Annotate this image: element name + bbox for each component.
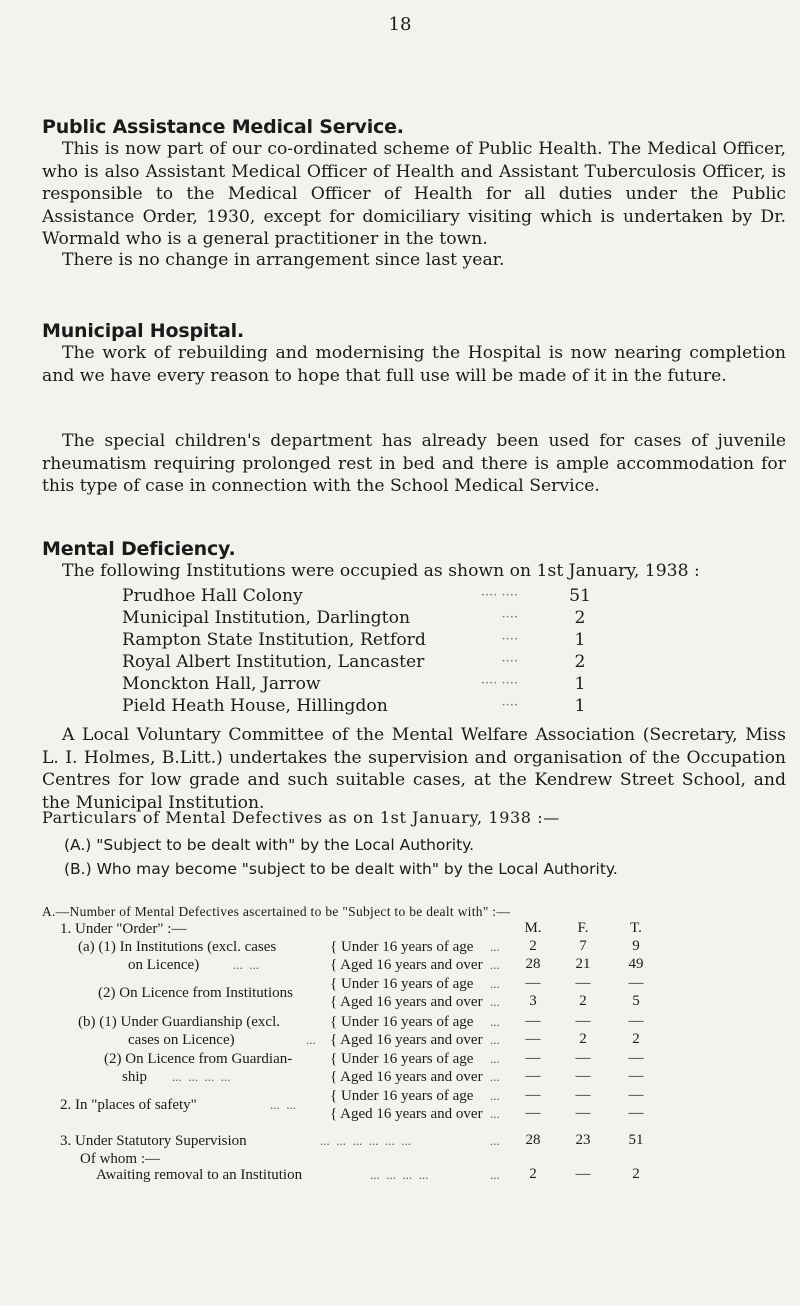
document-page: 18 Public Assistance Medical Service. This is now part of our co-ordinated scheme of Public Health. The Medical Officer, who is also Assistant Medical Officer of Health and Assistant Tuberculosis Officer, is responsible to the Medical Officer of Health for all duties under the Public Assistance Order, 1930, except for domiciliary visiting which is undertaken by Dr. Wormald who is a general practitioner in the town. There is no change in arrangement since last year. Municipal Hospital. The work of rebuilding and modernising the Hospital is now nearing completion and we have every reason to hope that full use will be made of it in the future. The special children's department has already been used for cases of juvenile rheumatism requiring prolonged rest in bed and there is ample accommodation for this type of case in connection with the School Medical Service. Mental Deficiency. The following Institutions were occupied as shown on 1st January, 1938 : Prudhoe Hall Colony ···· ···· 51 Municipal Institution, Darlington ···· 2 Rampton State Institution, Retford ···· 1 Royal Albert Institution, Lancaster ···· 2 Monckton Hall, Jarrow ···· ···· 1 Pield Heath House, Hillingdon ···· 1 A Local Voluntary Committee of the Mental Welfare Association (Secretary, Miss L. I. Holmes, B.Litt.) undertakes the supervision and organisation of the Occupation Centres for low grade and such suitable cases, at the Kendrew Street School, and the Municipal Institution. Particulars of Mental Defectives as on 1st January, 1938 :— (A.) "Subject to be dealt with" by the Local Authority. (B.) Who may become "subject to be dealt with" by the Local Authority. A.—Number of Mental Defectives ascertained to be "Subject to be dealt with" :— M. F. T. 1. Under "Order" :— (a) (1) In Institutions (excl. cases on Licence) ... ... { Under 16 years of age { Aged 16 years and over (2) On Licence from Institutions { Under 16 years of age { Aged 16 years and over (b) (1) Under Guardianship (excl. cases on Licence) ... { Under 16 years of age { Aged 16 years and over (2) On Licence from Guardian- ship ... ... ... ... { Under 16 years of age { Aged 16 years and over 2. In "places of safety" ... ... { Under 16 years of age { Aged 16 years and over 3. Under Statutory Supervision ... ... ... ... ... ... Of whom :— Awaiting removal to an Institution ... ... ... ... ... ... ... ... ... ... ... ... ... ... ... ... 2 7 9 28 21 49 — — — 3 2 5 — — — — 2 2 — — — — — — — — — — — — 28 23 51 2 — 2 — [0, 0, 800, 1306]
cell-f: 7 — [579, 938, 587, 954]
row-label-on-licence: on Licence) — [128, 957, 200, 973]
brace-under16: { Under 16 years of age — [330, 1014, 474, 1030]
brace-aged16: { Aged 16 years and over — [330, 1032, 483, 1048]
institution-name: Royal Albert Institution, Lancaster — [122, 652, 425, 672]
col-header-f: F. — [577, 920, 589, 936]
row-label-awaiting-removal: Awaiting removal to an Institution — [96, 1167, 303, 1183]
cell-t: — — [628, 975, 644, 991]
institution-row: Pield Heath House, Hillingdon ···· 1 — [122, 695, 592, 717]
label-aged16: Aged 16 years and over — [340, 1069, 483, 1085]
public-assistance-heading: Public Assistance Medical Service. — [42, 116, 404, 138]
cell-m: 28 — [525, 956, 541, 972]
cell-f: — — [575, 1068, 591, 1084]
cell-m: — — [525, 1050, 541, 1066]
note-a: (A.) "Subject to be dealt with" by the Local Authority. — [64, 836, 475, 854]
voluntary-committee-para: A Local Voluntary Committee of the Mental Welfare Association (Secretary, Miss L. I. Holmes, B.Litt.) undertakes the supervision and organisation of the Occupation Centres for low grade and such suitable cases, at the Kendrew Street School, and the Municipal Institution. — [42, 725, 786, 813]
cell-m: — — [525, 1031, 541, 1047]
brace-aged16: { Aged 16 years and over — [330, 1106, 483, 1122]
cell-m: — — [525, 975, 541, 991]
institution-name: Monckton Hall, Jarrow — [122, 674, 321, 694]
municipal-hospital-para-1: The work of rebuilding and modernising the Hospital is now nearing completion and we have every reason to hope that full use will be made of it in the future. — [42, 343, 786, 386]
label-under16: Under 16 years of age — [340, 939, 474, 955]
cell-f: 23 — [575, 1132, 591, 1148]
row-label-cases-licence: cases on Licence) — [128, 1032, 235, 1048]
public-assistance-para-2: There is no change in arrangement since last year. — [62, 250, 505, 270]
row-label-ship: ship — [122, 1069, 148, 1085]
municipal-hospital-heading: Municipal Hospital. — [42, 320, 245, 342]
cell-f: — — [575, 1013, 591, 1029]
row-label-in-institutions: (a) (1) In Institutions (excl. cases — [78, 939, 277, 955]
brace-aged16: { Aged 16 years and over — [330, 1069, 483, 1085]
label-aged16: Aged 16 years and over — [340, 957, 483, 973]
label-under16: Under 16 years of age — [340, 1088, 474, 1104]
cell-f: — — [575, 1166, 591, 1182]
institution-row: Rampton State Institution, Retford ···· 1 — [122, 629, 592, 651]
cell-m: 2 — [529, 938, 537, 954]
cell-f: 2 — [579, 993, 587, 1009]
cell-f: — — [575, 975, 591, 991]
institution-name: Rampton State Institution, Retford — [122, 630, 426, 650]
cell-t: — — [628, 1068, 644, 1084]
label-under16: Under 16 years of age — [340, 1014, 474, 1030]
cell-f: 21 — [575, 956, 591, 972]
cell-f: — — [575, 1087, 591, 1103]
row-label-under-order: 1. Under "Order" :— — [60, 921, 187, 937]
row-label-on-licence-institutions: (2) On Licence from Institutions — [98, 985, 293, 1001]
cell-t: — — [628, 1105, 644, 1121]
label-under16: Under 16 years of age — [340, 1051, 474, 1067]
cell-t: 9 — [632, 938, 640, 954]
cell-m: — — [525, 1087, 541, 1103]
institution-count: 2 — [574, 652, 586, 672]
brace-aged16: { Aged 16 years and over — [330, 957, 483, 973]
institution-list — [122, 585, 592, 717]
cell-t: — — [628, 1050, 644, 1066]
cell-t: 5 — [632, 993, 640, 1009]
cell-m: — — [525, 1105, 541, 1121]
cell-m: — — [525, 1013, 541, 1029]
cell-t: 2 — [632, 1031, 640, 1047]
label-under16: Under 16 years of age — [340, 976, 474, 992]
col-header-m: M. — [524, 920, 542, 936]
label-aged16: Aged 16 years and over — [340, 1106, 483, 1122]
institution-row: Prudhoe Hall Colony ···· ···· 51 — [122, 586, 591, 606]
brace-under16: { Under 16 years of age — [330, 939, 474, 955]
institution-count: 51 — [569, 586, 591, 606]
mental-deficiency-intro: The following Institutions were occupied as shown on 1st January, 1938 : — [62, 561, 700, 581]
table-caption: A.—Number of Mental Defectives ascertained to be "Subject to be dealt with" :— — [42, 904, 511, 919]
row-label-statutory-supervision: 3. Under Statutory Supervision — [60, 1133, 247, 1149]
row-label-licence-guardianship: (2) On Licence from Guardian- — [104, 1051, 293, 1067]
institution-count: 1 — [574, 674, 586, 694]
institution-row: Monckton Hall, Jarrow ···· ···· 1 — [122, 673, 592, 695]
cell-m: 3 — [529, 993, 537, 1009]
brace-aged16: { Aged 16 years and over — [330, 994, 483, 1010]
col-header-t: T. — [630, 920, 642, 936]
particulars-title: Particulars of Mental Defectives as on 1st January, 1938 :— — [42, 808, 560, 827]
cell-t: — — [628, 1087, 644, 1103]
cell-t: — — [628, 1013, 644, 1029]
institution-count: 2 — [574, 608, 586, 628]
mental-deficiency-heading: Mental Deficiency. — [42, 538, 236, 560]
row-label-guardianship: (b) (1) Under Guardianship (excl. — [78, 1014, 281, 1030]
cell-m: 2 — [529, 1166, 537, 1182]
row-label-places-of-safety: 2. In "places of safety" — [60, 1097, 197, 1113]
institution-name: Pield Heath House, Hillingdon — [122, 696, 388, 716]
brace-under16: { Under 16 years of age — [330, 1088, 474, 1104]
label-aged16: Aged 16 years and over — [340, 1032, 483, 1048]
brace-under16: { Under 16 years of age — [330, 976, 474, 992]
cell-t: 2 — [632, 1166, 640, 1182]
institution-row: Municipal Institution, Darlington ···· 2 — [122, 607, 592, 629]
municipal-hospital-para-2: The special children's department has already been used for cases of juvenile rheumatism requiring prolonged rest in bed and there is ample accommodation for this type of case in connection with the School Medical Service. — [42, 431, 786, 496]
label-aged16: Aged 16 years and over — [340, 994, 483, 1010]
institution-name: Prudhoe Hall Colony — [122, 586, 303, 606]
cell-t: 49 — [628, 956, 644, 972]
institution-count: 1 — [574, 630, 586, 650]
public-assistance-para-1: This is now part of our co-ordinated scheme of Public Health. The Medical Officer, who is also Assistant Medical Officer of Health and Assistant Tuberculosis Officer, is responsible to the Medical Officer of Health for all duties under the Public Assistance Order, 1930, except for domiciliary visiting which is undertaken by Dr. Wormald who is a general practitioner in the town. — [42, 139, 786, 249]
institution-row: Royal Albert Institution, Lancaster ···· 2 — [122, 651, 592, 673]
cell-f: — — [575, 1105, 591, 1121]
cell-f: 2 — [579, 1031, 587, 1047]
brace-under16: { Under 16 years of age — [330, 1051, 474, 1067]
cell-m: — — [525, 1068, 541, 1084]
institution-name: Municipal Institution, Darlington — [122, 608, 411, 628]
institution-count: 1 — [574, 696, 586, 716]
cell-f: — — [575, 1050, 591, 1066]
cell-m: 28 — [525, 1132, 541, 1148]
page-number: 18 — [388, 14, 412, 35]
note-b: (B.) Who may become "subject to be dealt with" by the Local Authority. — [64, 860, 618, 878]
row-label-of-whom: Of whom :— — [80, 1151, 160, 1167]
cell-t: 51 — [628, 1132, 644, 1148]
